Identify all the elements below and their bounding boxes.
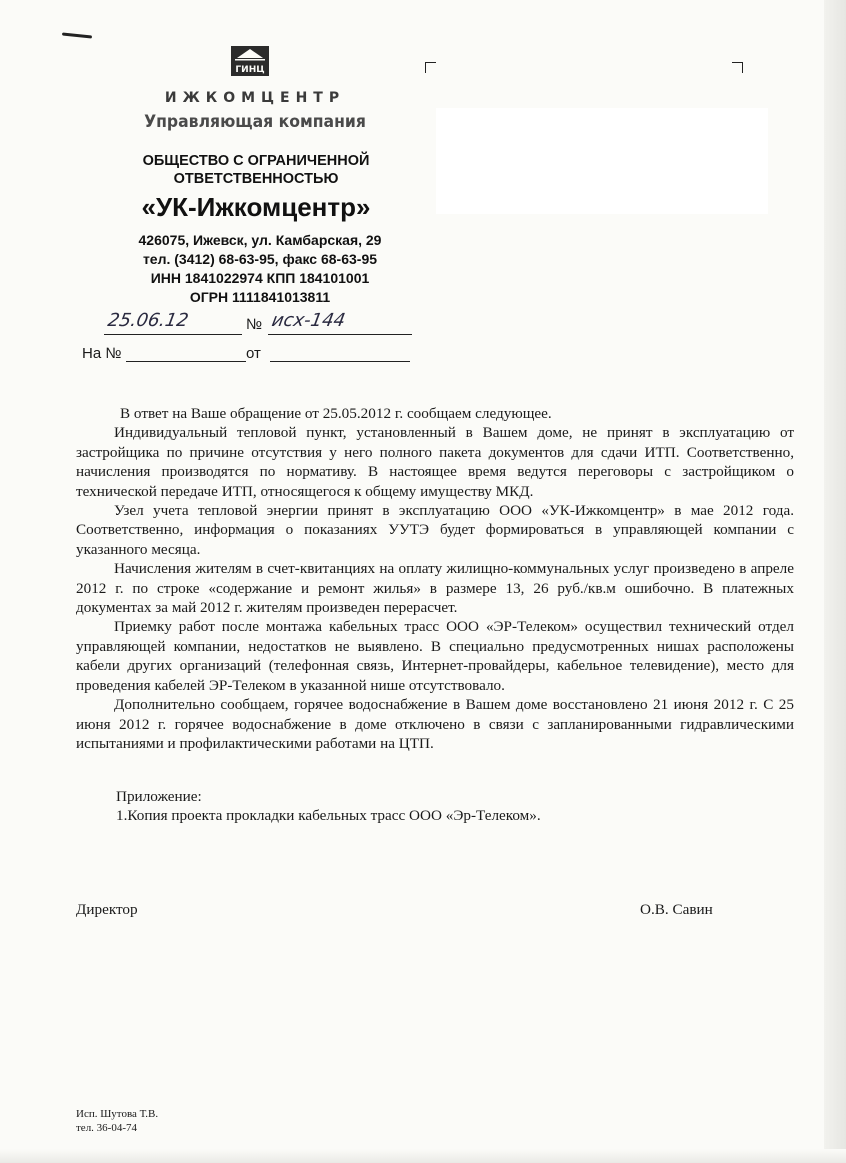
org-phones: тел. (3412) 68-63-95, факс 68-63-95	[142, 251, 378, 267]
org-address: 426075, Ижевск, ул. Камбарская, 29	[138, 232, 382, 248]
outgoing-number: исх-144	[270, 310, 347, 331]
reply-to-label: На №	[82, 345, 122, 362]
paper-edge-right	[824, 0, 846, 1163]
number-label: №	[246, 316, 263, 333]
addressee-corner-right	[732, 62, 743, 73]
body-paragraph-4: Начисления жителям в счет-квитанциях на оплату жилищно-коммунальных услуг произведено в апреле 2012 г. по строке «содержание и ремонт жилья» в размере 13, 26 руб./кв.м ошибочно. В платежных документах за май 2012 г. жителям произведен перерасчет.	[76, 560, 794, 617]
org-inn-kpp: ИНН 1841022974 КПП 184101001	[150, 270, 370, 286]
executor-phone: тел. 36-04-74	[76, 1122, 138, 1134]
body-paragraph-1: В ответ на Ваше обращение от 25.05.2012 г. сообщаем следующее.	[120, 405, 552, 422]
letter-body	[76, 404, 794, 753]
logo-text: ГИНЦ	[235, 65, 265, 75]
executor-name: Исп. Шутова Т.В.	[76, 1108, 159, 1120]
body-paragraph-6: Дополнительно сообщаем, горячее водоснабжение в Вашем доме восстановлено 21 июня 2012 г. С 25 июня 2012 г. горячее водоснабжение в доме отключено в связи с запланированными гидравлическими испытаниями и профилактическими работами на ЦТП.	[76, 696, 794, 752]
company-logo-icon	[231, 46, 269, 76]
outgoing-date: 25.06.12	[106, 310, 191, 331]
addressee-redacted	[436, 108, 768, 214]
pen-mark	[62, 32, 92, 38]
body-paragraph-2: Индивидуальный тепловой пункт, установленный в Вашем доме, не принят в эксплуатацию от застройщика по причине отсутствия у него полного пакета документов для сдачи ИТП. Соответственно, начисления производятся по нормативу. В настоящее время ведутся переговоры с застройщиком о технической передаче ИТП, относящегося к общему имуществу МКД.	[76, 424, 794, 500]
org-ogrn: ОГРН 1111841013811	[189, 289, 331, 305]
body-paragraph-3: Узел учета тепловой энергии принят в эксплуатацию ООО «УК-Ижкомцентр» в мае 2012 года. Соответственно, информация о показаниях УУТЭ будет формироваться в управляющей компании с указанного месяца.	[76, 502, 794, 558]
reply-from-field-line	[270, 344, 410, 362]
reply-to-field-line	[126, 344, 246, 362]
org-name: «УК-Ижкомцентр»	[141, 192, 371, 222]
appendix	[116, 787, 541, 826]
addressee-corner-left	[425, 62, 436, 73]
signer-position: Директор	[76, 901, 138, 918]
org-type-line2: ОТВЕТСТВЕННОСТЬЮ	[173, 171, 339, 187]
signer-name: О.В. Савин	[640, 901, 713, 918]
reply-from-label: от	[246, 345, 261, 362]
org-type-line1: ОБЩЕСТВО С ОГРАНИЧЕННОЙ	[142, 153, 370, 169]
body-paragraph-5: Приемку работ после монтажа кабельных трасс ООО «ЭР-Телеком» осуществил технический отдел управляющей компании, недостатков не выявлено. В специально предусмотренных нишах расположены кабели других организаций (телефонная связь, Интернет-провайдеры, кабельное телевидение), место для проведения кабелей ЭР-Телеком в указанной нише отсутствовало.	[76, 618, 794, 694]
paper-edge-bottom	[0, 1149, 846, 1163]
company-brand: ИЖКОМЦЕНТР	[164, 90, 346, 106]
executor-block	[76, 1107, 158, 1135]
company-subtitle: Управляющая компания	[144, 112, 366, 132]
appendix-item: 1.Копия проекта прокладки кабельных трасс ООО «Эр-Телеком».	[116, 807, 541, 825]
appendix-title: Приложение:	[116, 788, 202, 805]
